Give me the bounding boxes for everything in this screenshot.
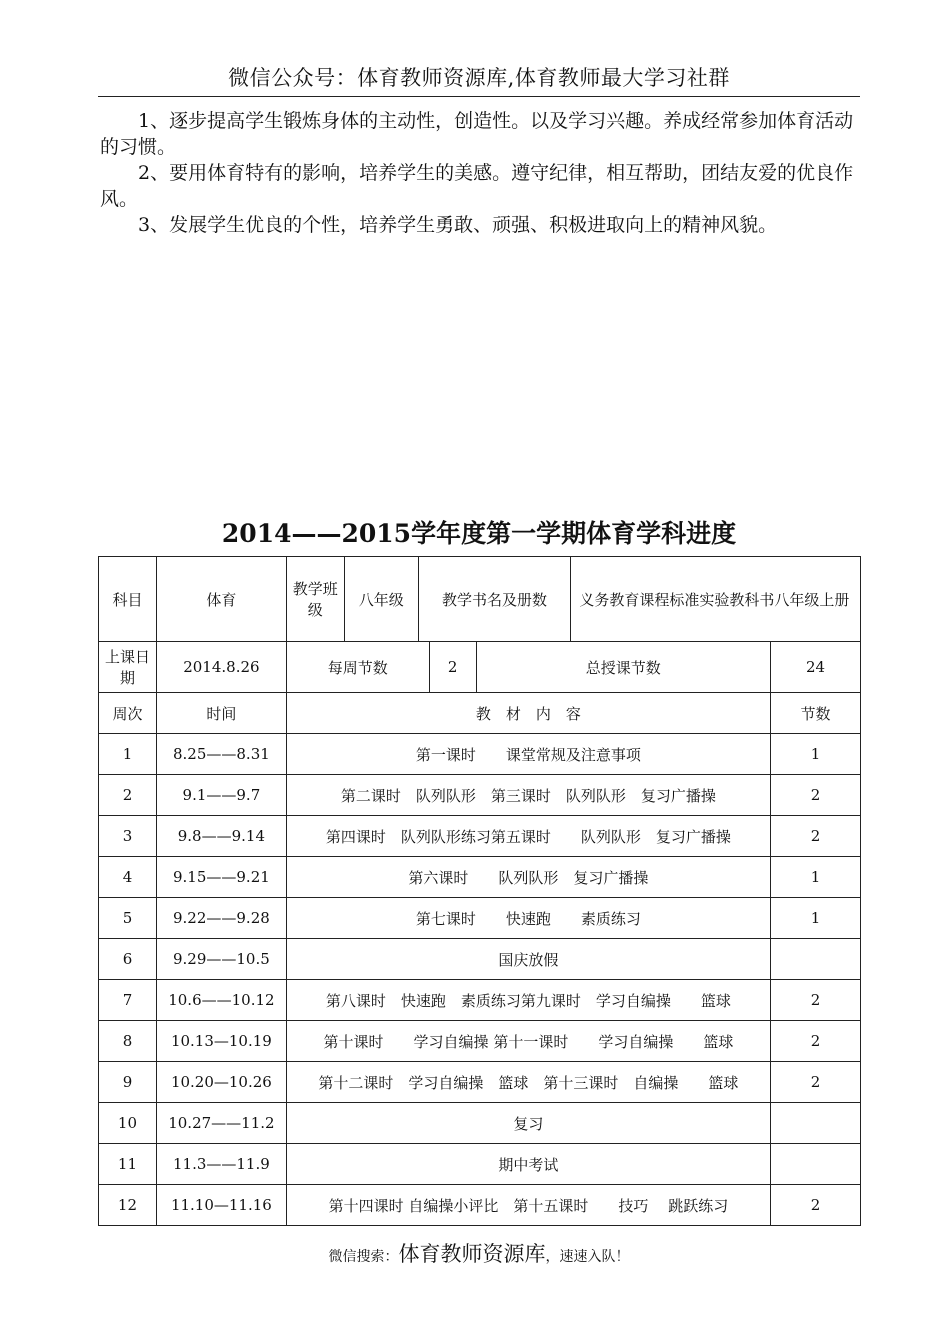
count-cell: 2 <box>771 1062 861 1103</box>
count-cell: 2 <box>771 775 861 816</box>
total-label: 总授课节数 <box>476 642 770 693</box>
content-cell: 第二课时 队列队形 第三课时 队列队形 复习广播操 <box>286 775 770 816</box>
table-row <box>99 980 861 1021</box>
table-row <box>99 898 861 939</box>
info-row-2 <box>99 642 861 693</box>
table-row <box>99 734 861 775</box>
table-row <box>99 1144 861 1185</box>
content-cell: 第八课时 快速跑 素质练习第九课时 学习自编操 篮球 <box>286 980 770 1021</box>
time-cell: 9.22——9.28 <box>156 898 286 939</box>
count-cell: 2 <box>771 1021 861 1062</box>
column-header-row <box>99 693 861 734</box>
week-cell: 11 <box>99 1144 157 1185</box>
count-cell: 2 <box>771 816 861 857</box>
footer-prefix: 微信搜索： <box>328 1249 399 1265</box>
time-cell: 9.1——9.7 <box>156 775 286 816</box>
week-cell: 4 <box>99 857 157 898</box>
subject-label: 科目 <box>99 557 157 642</box>
count-cell <box>771 1144 861 1185</box>
count-cell: 2 <box>771 980 861 1021</box>
table-row <box>99 775 861 816</box>
book-value: 义务教育课程标准实验教科书八年级上册 <box>571 557 861 642</box>
content-cell: 国庆放假 <box>286 939 770 980</box>
total-value: 24 <box>771 642 861 693</box>
week-cell: 10 <box>99 1103 157 1144</box>
count-cell: 2 <box>771 1185 861 1226</box>
content-header: 教 材 内 容 <box>286 693 770 734</box>
time-cell: 9.15——9.21 <box>156 857 286 898</box>
week-cell: 8 <box>99 1021 157 1062</box>
content-cell: 复习 <box>286 1103 770 1144</box>
count-cell <box>771 939 861 980</box>
footer-name: 体育教师资源库 <box>398 1242 546 1266</box>
count-cell <box>771 1103 861 1144</box>
weekly-value: 2 <box>429 642 476 693</box>
time-cell: 10.20—10.26 <box>156 1062 286 1103</box>
content-cell: 第四课时 队列队形练习第五课时 队列队形 复习广播操 <box>286 816 770 857</box>
week-cell: 3 <box>99 816 157 857</box>
objectives <box>100 108 862 238</box>
content-cell: 第十四课时 自编操小评比 第十五课时 技巧 跳跃练习 <box>286 1185 770 1226</box>
time-cell: 10.13—10.19 <box>156 1021 286 1062</box>
table-row <box>99 1103 861 1144</box>
week-header: 周次 <box>99 693 157 734</box>
header-rule <box>98 96 860 97</box>
week-cell: 5 <box>99 898 157 939</box>
class-label: 教学班级 <box>286 557 344 642</box>
time-cell: 9.8——9.14 <box>156 816 286 857</box>
time-cell: 11.10—11.16 <box>156 1185 286 1226</box>
page-footer <box>98 1238 860 1268</box>
table-row <box>99 1021 861 1062</box>
subject-value: 体育 <box>156 557 286 642</box>
info-row-1 <box>99 557 861 642</box>
table-row <box>99 1062 861 1103</box>
time-cell: 9.29——10.5 <box>156 939 286 980</box>
week-cell: 2 <box>99 775 157 816</box>
table-row <box>99 939 861 980</box>
table-row <box>99 1185 861 1226</box>
class-value: 八年级 <box>344 557 418 642</box>
weekly-label: 每周节数 <box>286 642 429 693</box>
week-cell: 9 <box>99 1062 157 1103</box>
count-header: 节数 <box>771 693 861 734</box>
time-cell: 10.27——11.2 <box>156 1103 286 1144</box>
count-cell: 1 <box>771 898 861 939</box>
objective-paragraph: 1、逐步提高学生锻炼身体的主动性，创造性。以及学习兴趣。养成经常参加体育活动的习惯。 <box>100 110 854 158</box>
schedule-title: 2014——2015学年度第一学期体育学科进度 <box>221 519 737 548</box>
content-cell: 第七课时 快速跑 素质练习 <box>286 898 770 939</box>
book-label: 教学书名及册数 <box>418 557 571 642</box>
week-cell: 6 <box>99 939 157 980</box>
time-cell: 11.3——11.9 <box>156 1144 286 1185</box>
start-date-label: 上课日期 <box>99 642 157 693</box>
week-cell: 7 <box>99 980 157 1021</box>
count-cell: 1 <box>771 857 861 898</box>
objective-paragraph: 3、发展学生优良的个性，培养学生勇敢、顽强、积极进取向上的精神风貌。 <box>138 214 778 236</box>
time-cell: 8.25——8.31 <box>156 734 286 775</box>
time-cell: 10.6——10.12 <box>156 980 286 1021</box>
schedule-table <box>98 556 861 1226</box>
content-cell: 第十课时 学习自编操 第十一课时 学习自编操 篮球 <box>286 1021 770 1062</box>
content-cell: 第六课时 队列队形 复习广播操 <box>286 857 770 898</box>
content-cell: 第十二课时 学习自编操 篮球 第十三课时 自编操 篮球 <box>286 1062 770 1103</box>
content-cell: 第一课时 课堂常规及注意事项 <box>286 734 770 775</box>
footer-suffix: ，速速入队！ <box>545 1249 630 1265</box>
count-cell: 1 <box>771 734 861 775</box>
table-row <box>99 857 861 898</box>
table-row <box>99 816 861 857</box>
content-cell: 期中考试 <box>286 1144 770 1185</box>
week-cell: 1 <box>99 734 157 775</box>
time-header: 时间 <box>156 693 286 734</box>
page-header: 微信公众号：体育教师资源库,体育教师最大学习社群 <box>228 66 730 90</box>
week-cell: 12 <box>99 1185 157 1226</box>
objective-paragraph: 2、要用体育特有的影响，培养学生的美感。遵守纪律，相互帮助，团结友爱的优良作风。 <box>100 162 854 210</box>
start-date-value: 2014.8.26 <box>156 642 286 693</box>
